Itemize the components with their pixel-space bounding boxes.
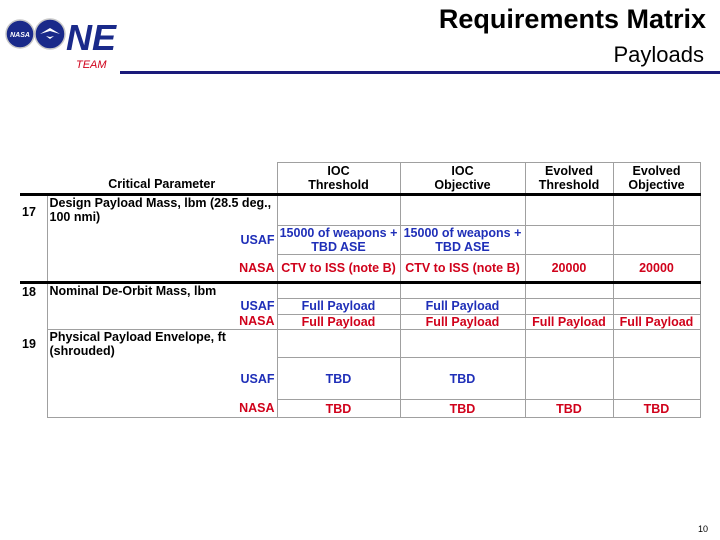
header-spacer <box>20 163 47 195</box>
cell: 20000 <box>613 255 700 283</box>
cell <box>613 226 700 255</box>
cell: Full Payload <box>277 314 400 329</box>
one-team-logo <box>4 10 134 72</box>
cell <box>400 195 525 226</box>
org-label-nasa: NASA <box>47 314 277 329</box>
table-row-usaf <box>20 298 700 314</box>
header-evolved-objective-line2: Objective <box>628 178 685 192</box>
table-row-usaf <box>20 226 700 255</box>
cell <box>400 283 525 299</box>
org-label-usaf: USAF <box>47 298 277 314</box>
cell <box>613 358 700 400</box>
cell: 15000 of weapons + TBD ASE <box>277 226 400 255</box>
cell: Full Payload <box>525 314 613 329</box>
cell: TBD <box>277 400 400 418</box>
cell <box>613 283 700 299</box>
cell: 20000 <box>525 255 613 283</box>
org-label-usaf: USAF <box>47 358 277 400</box>
table-row-nasa <box>20 255 700 283</box>
header-ioc-threshold-line2: Threshold <box>308 178 369 192</box>
air-force-seal-icon <box>35 19 65 49</box>
cell: TBD <box>613 400 700 418</box>
header-evolved-objective <box>613 163 700 195</box>
cell: Full Payload <box>400 298 525 314</box>
cell <box>277 195 400 226</box>
cell: CTV to ISS (note B) <box>400 255 525 283</box>
row-number: 17 <box>20 195 47 283</box>
cell <box>277 329 400 358</box>
page-subtitle: Payloads <box>613 42 704 67</box>
header-ioc-objective-line1: IOC <box>451 164 474 178</box>
row-number: 19 <box>22 337 36 351</box>
cell <box>525 358 613 400</box>
org-label-usaf: USAF <box>47 226 277 255</box>
header-critical-parameter: Critical Parameter <box>108 177 216 191</box>
table-row-usaf <box>20 358 700 400</box>
logo-tagline: TEAM <box>76 59 107 71</box>
header-evolved-threshold-line2: Threshold <box>538 178 600 192</box>
header-ioc-threshold <box>277 163 400 195</box>
cell: TBD <box>277 358 400 400</box>
header-ioc-objective <box>400 163 525 195</box>
header-evolved-objective-line1: Evolved <box>632 164 681 178</box>
table-row <box>20 195 700 226</box>
cell <box>400 329 525 358</box>
cell: TBD <box>525 400 613 418</box>
cell: Full Payload <box>277 298 400 314</box>
cell: TBD <box>400 400 525 418</box>
table-header-row <box>20 163 700 195</box>
nasa-seal-text: NASA <box>10 32 30 39</box>
cell <box>613 195 700 226</box>
logo-word: NE <box>66 17 117 58</box>
row-parameter: Design Payload Mass, lbm (28.5 deg., 100 nmi) <box>47 195 277 226</box>
page-title: Requirements Matrix <box>438 4 706 34</box>
header-divider <box>120 71 720 74</box>
org-label-nasa: NASA <box>47 400 277 418</box>
requirements-table <box>20 162 701 418</box>
cell <box>525 195 613 226</box>
header-ioc-objective-line2: Objective <box>434 178 491 192</box>
header-evolved-threshold-line1: Evolved <box>545 164 593 178</box>
cell: CTV to ISS (note B) <box>277 255 400 283</box>
row-number: 18 <box>20 283 47 330</box>
cell <box>277 283 400 299</box>
cell: 15000 of weapons + TBD ASE <box>400 226 525 255</box>
cell <box>525 226 613 255</box>
cell <box>613 329 700 358</box>
cell <box>525 298 613 314</box>
row-parameter: Physical Payload Envelope, ft (shrouded) <box>47 329 277 358</box>
table-row <box>20 329 700 358</box>
org-label-nasa: NASA <box>47 255 277 283</box>
cell: Full Payload <box>613 314 700 329</box>
header-ioc-threshold-line1: IOC <box>327 164 350 178</box>
header-evolved-threshold <box>525 163 613 195</box>
row-parameter: Nominal De-Orbit Mass, lbm <box>47 283 277 299</box>
table-row-nasa <box>20 314 700 329</box>
cell <box>525 329 613 358</box>
table-row <box>20 283 700 299</box>
table-row-nasa <box>20 400 700 418</box>
page-number: 10 <box>697 524 708 534</box>
cell <box>613 298 700 314</box>
cell: TBD <box>400 358 525 400</box>
cell: Full Payload <box>400 314 525 329</box>
cell <box>525 283 613 299</box>
